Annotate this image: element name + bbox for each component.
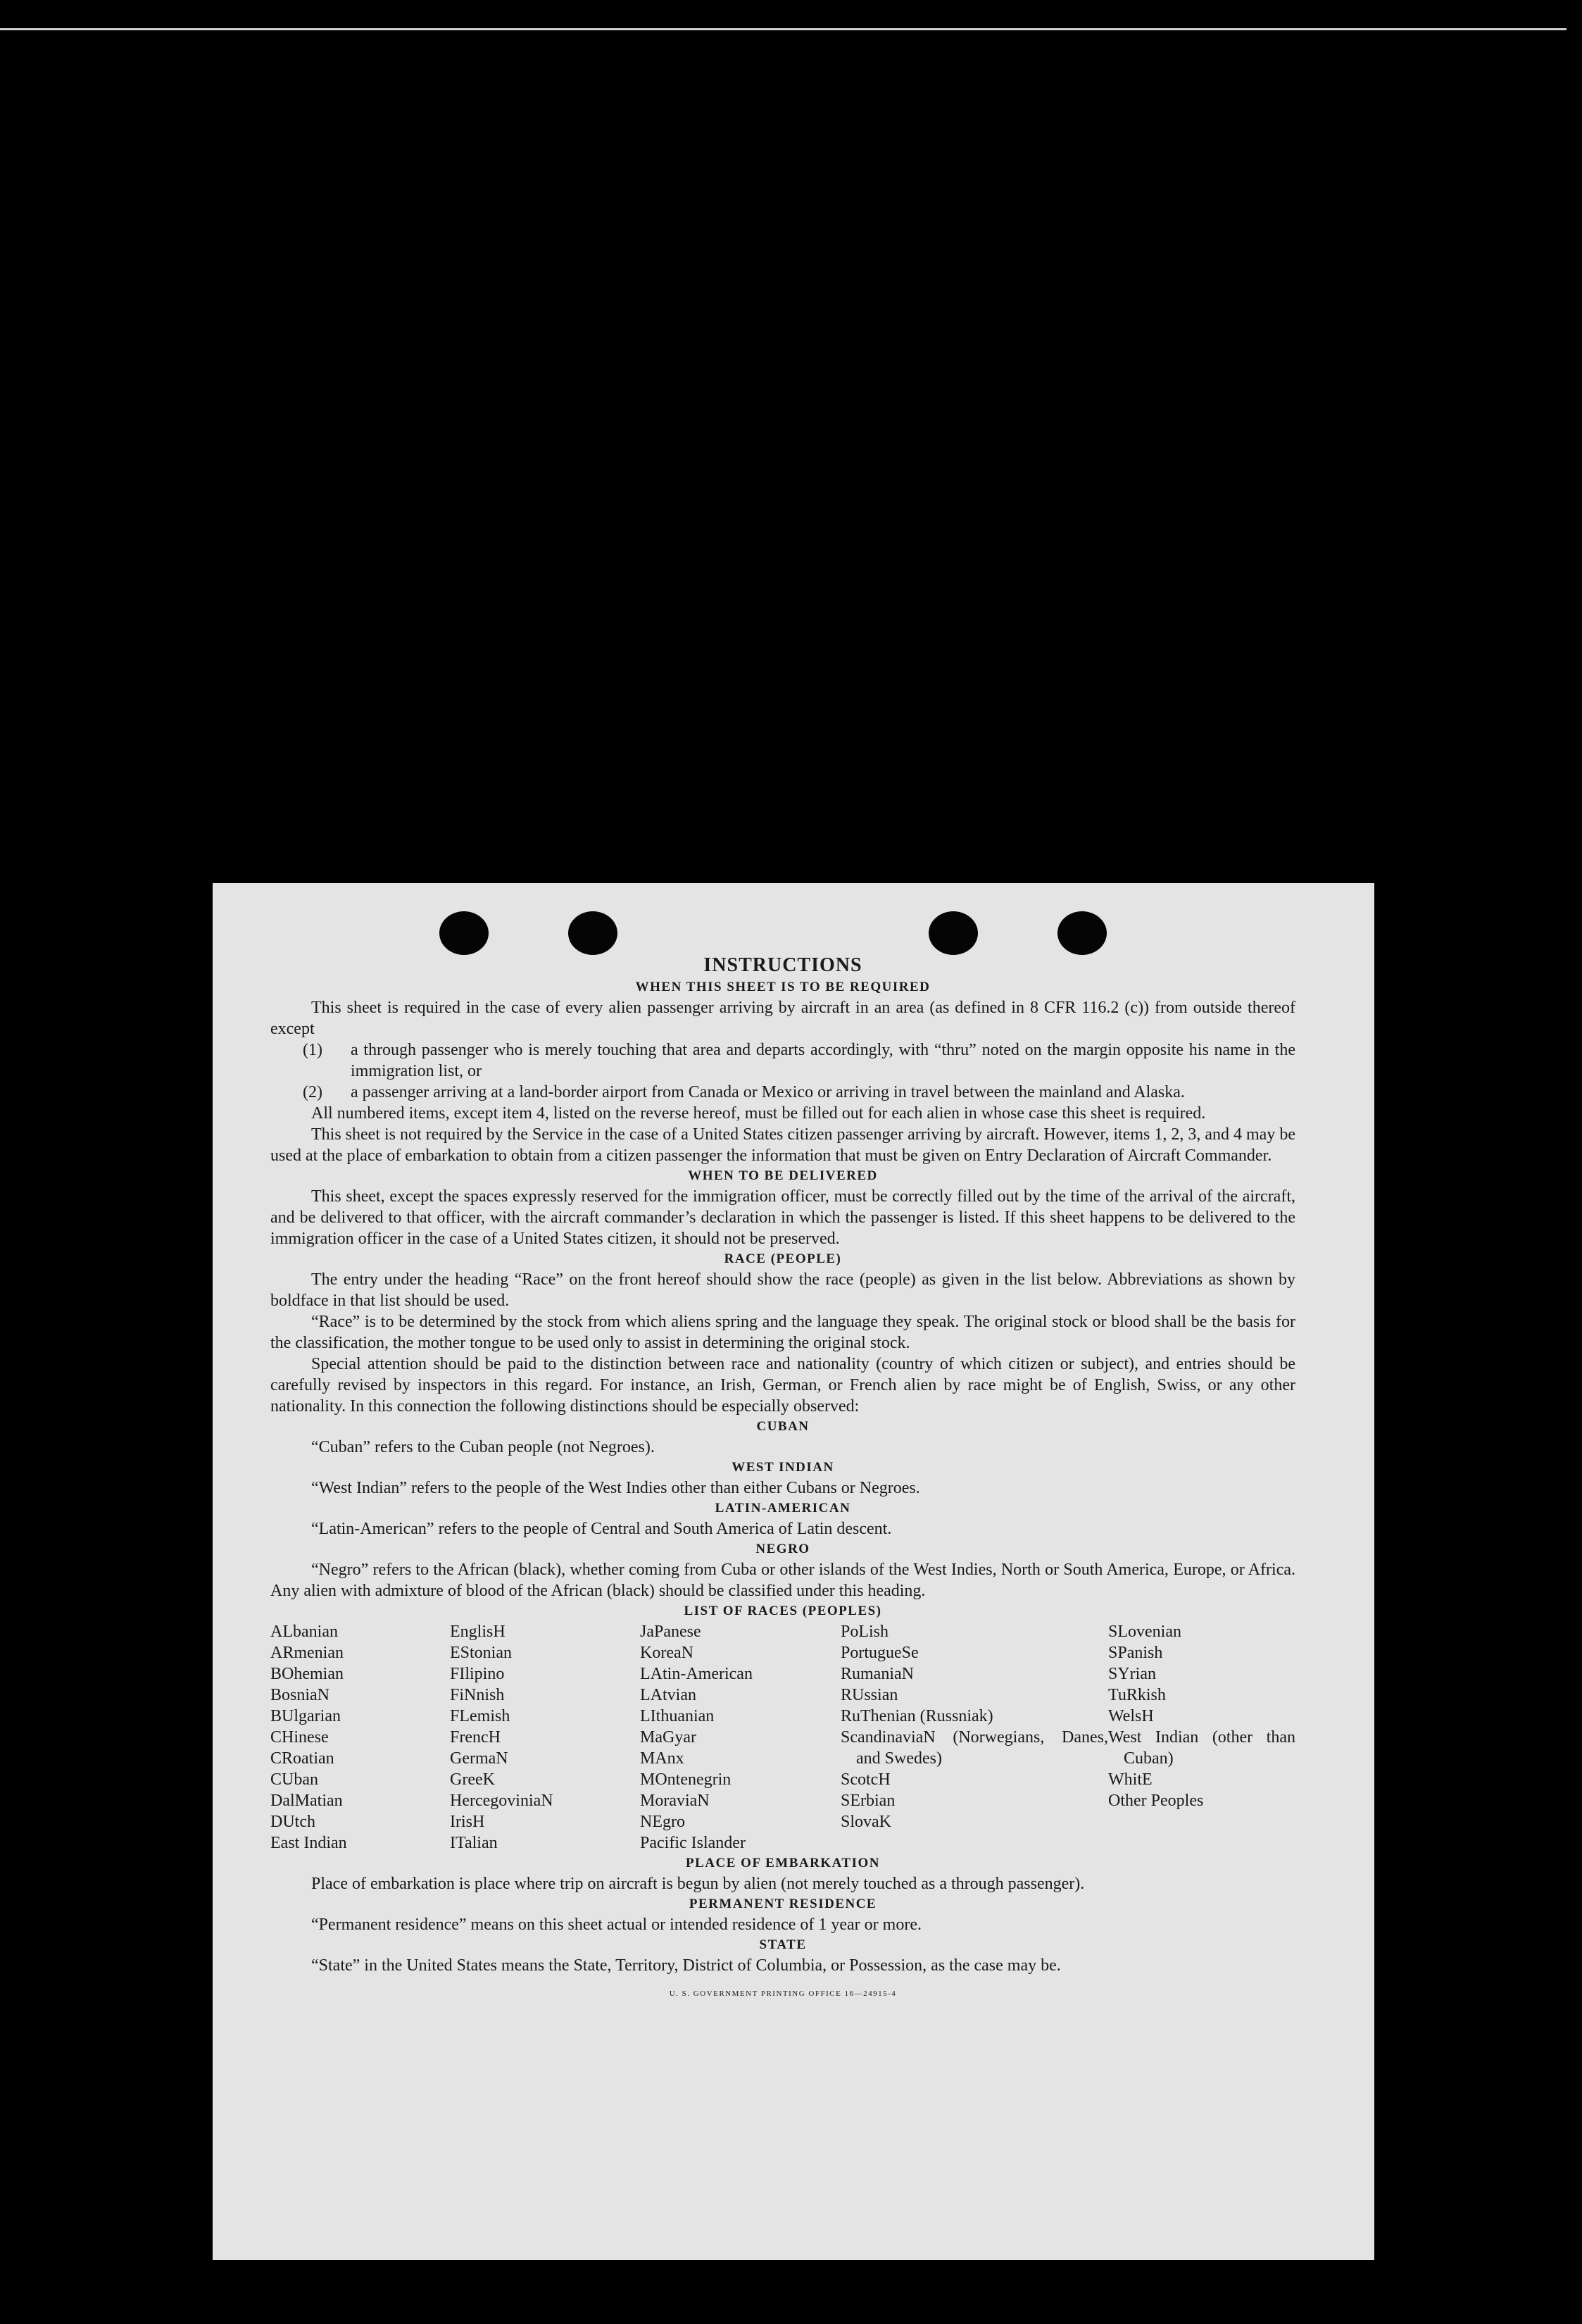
race-entry: West Indian (other than Cuban) [1108, 1728, 1295, 1768]
punch-hole [439, 911, 489, 955]
para-race-3: Special attention should be paid to the distinction between race and nationality (country of which citizen or subject), and entries should be carefully revised by inspectors in this regard. For instance, an Irish, German, or French alien by race might be of English, Swiss, or any other nationality. In this connection the following distinctions should be especially observed: [270, 1355, 1295, 1416]
race-entry: BosniaN [270, 1686, 329, 1704]
races-column [450, 1621, 640, 1854]
exception-2 [270, 1082, 1295, 1103]
race-entry: BOhemian [270, 1665, 344, 1683]
race-entry: SErbian [841, 1792, 896, 1810]
race-entry: SLovenian [1108, 1623, 1181, 1641]
race-entry: CRoatian [270, 1749, 334, 1768]
exception-2-text: a passenger arriving at a land-border airport from Canada or Mexico or arriving in travel between the mainland and Alaska. [351, 1083, 1185, 1101]
punch-hole [568, 911, 617, 955]
race-entry: RumaniaN [841, 1665, 914, 1683]
race-entry: FrencH [450, 1728, 501, 1747]
race-entry: EnglisH [450, 1623, 506, 1641]
punch-hole [929, 911, 978, 955]
para-numbered-items: All numbered items, except item 4, listed on the reverse hereof, must be filled out for each alien in whose case this sheet is required. [311, 1104, 1206, 1123]
heading-when-required: WHEN THIS SHEET IS TO BE REQUIRED [635, 980, 931, 994]
race-entry: ScandinaviaN (Norwegians, Danes, and Swedes) [841, 1728, 1108, 1768]
race-entry: FiNnish [450, 1686, 505, 1704]
race-entry: CHinese [270, 1728, 329, 1747]
race-entry: FIlipino [450, 1665, 505, 1683]
para-citizen: This sheet is not required by the Service in the case of a United States citizen passenger arriving by aircraft. However, items 1, 2, 3, and 4 may be used at the place of embarkation to obtain from a citizen passenger the information that must be given on Entry Declaration of Aircraft Commander. [270, 1125, 1295, 1165]
race-entry: LIthuanian [640, 1707, 715, 1725]
para-when-delivered: This sheet, except the spaces expressly reserved for the immigration officer, must be correctly filled out by the time of the arrival of the aircraft, and be delivered to that officer, with the aircraft commander’s declaration in which the passenger is listed. If this sheet happens to be delivered to the immigration officer in the case of a United States citizen, it should not be preserved. [270, 1187, 1295, 1248]
para-negro: “Negro” refers to the African (black), whether coming from Cuba or other islands of the West Indies, North or South America, Europe, or Africa. Any alien with admixture of blood of the African (black) should be classified under this heading. [270, 1561, 1295, 1600]
race-entry: LAtvian [640, 1686, 696, 1704]
race-entry: WelsH [1108, 1707, 1154, 1725]
heading-cuban: CUBAN [756, 1419, 810, 1434]
race-entry: IrisH [450, 1813, 485, 1831]
race-entry: East Indian [270, 1834, 347, 1852]
race-entry: BUlgarian [270, 1707, 341, 1725]
sheet-content [270, 954, 1295, 2004]
para-state: “State” in the United States means the State, Territory, District of Columbia, or Possession, as the case may be. [311, 1956, 1061, 1975]
race-entry: RUssian [841, 1686, 898, 1704]
para-cuban: “Cuban” refers to the Cuban people (not Negroes). [311, 1438, 655, 1456]
heading-race: RACE (PEOPLE) [724, 1251, 842, 1266]
race-entry: MoraviaN [640, 1792, 710, 1810]
instruction-sheet [213, 883, 1374, 2260]
race-entry: DalMatian [270, 1792, 343, 1810]
race-entry: MOntenegrin [640, 1770, 732, 1789]
exception-1 [270, 1039, 1295, 1082]
race-entry: HercegoviniaN [450, 1792, 553, 1810]
heading-embarkation: PLACE OF EMBARKATION [686, 1856, 880, 1870]
race-entry: ALbanian [270, 1623, 338, 1641]
exception-1-text: a through passenger who is merely touching that area and departs accordingly, with “thru” noted on the margin opposite his name in the immigration list, or [351, 1041, 1295, 1080]
race-entry: TuRkish [1108, 1686, 1166, 1704]
exception-1-number: (1) [303, 1041, 322, 1059]
heading-west-indian: WEST INDIAN [732, 1460, 834, 1475]
race-entry: GermaN [450, 1749, 508, 1768]
race-entry: EStonian [450, 1644, 512, 1662]
race-entry: ARmenian [270, 1644, 344, 1662]
para-embarkation: Place of embarkation is place where trip on aircraft is begun by alien (not merely touched as a through passenger). [311, 1875, 1085, 1893]
para-when-required-intro: This sheet is required in the case of every alien passenger arriving by aircraft in an area (as defined in 8 CFR 116.2 (c)) from outside thereof except [270, 999, 1295, 1038]
race-entry: FLemish [450, 1707, 510, 1725]
para-west-indian: “West Indian” refers to the people of the West Indies other than either Cubans or Negroes. [311, 1479, 920, 1497]
race-entry: NEgro [640, 1813, 685, 1831]
scan-border-line [0, 28, 1567, 30]
race-entry: DUtch [270, 1813, 315, 1831]
race-entry: WhitE [1108, 1770, 1153, 1789]
race-entry: LAtin-American [640, 1665, 753, 1683]
race-entry: PoLish [841, 1623, 889, 1641]
race-entry: SlovaK [841, 1813, 891, 1831]
punch-hole [1057, 911, 1107, 955]
race-entry: KoreaN [640, 1644, 693, 1662]
race-entry: CUban [270, 1770, 318, 1789]
race-entry: MaGyar [640, 1728, 696, 1747]
race-entry: GreeK [450, 1770, 495, 1789]
race-entry: PortugueSe [841, 1644, 919, 1662]
printing-office-footer: U. S. GOVERNMENT PRINTING OFFICE 16—24915-4 [669, 1989, 897, 1998]
races-list [270, 1621, 1295, 1854]
race-entry: JaPanese [640, 1623, 701, 1641]
races-column [640, 1621, 841, 1854]
para-residence: “Permanent residence” means on this sheet actual or intended residence of 1 year or more. [311, 1916, 922, 1934]
race-entry: Other Peoples [1108, 1792, 1204, 1810]
para-race-2: “Race” is to be determined by the stock from which aliens spring and the language they speak. The original stock or blood shall be the basis for the classification, the mother tongue to be used only to assist in determining the original stock. [270, 1313, 1295, 1352]
page-title: INSTRUCTIONS [703, 954, 862, 976]
heading-latin-american: LATIN-AMERICAN [715, 1501, 851, 1516]
heading-list-of-races: LIST OF RACES (PEOPLES) [684, 1604, 882, 1618]
race-entry: SPanish [1108, 1644, 1163, 1662]
race-entry: MAnx [640, 1749, 684, 1768]
race-entry: ScotcH [841, 1770, 891, 1789]
heading-state: STATE [759, 1937, 807, 1952]
races-column [1108, 1621, 1295, 1854]
para-race-1: The entry under the heading “Race” on the front hereof should show the race (people) as given in the list below. Abbreviations as shown by boldface in that list should be used. [270, 1270, 1295, 1310]
race-entry: ITalian [450, 1834, 498, 1852]
para-latin-american: “Latin-American” refers to the people of Central and South America of Latin descent. [311, 1520, 892, 1538]
race-entry: Pacific Islander [640, 1834, 746, 1852]
heading-negro: NEGRO [755, 1542, 810, 1556]
race-entry: SYrian [1108, 1665, 1156, 1683]
races-column [841, 1621, 1108, 1854]
heading-when-delivered: WHEN TO BE DELIVERED [688, 1168, 878, 1183]
race-entry: RuThenian (Russniak) [841, 1707, 993, 1725]
exception-2-number: (2) [303, 1083, 322, 1101]
heading-residence: PERMANENT RESIDENCE [689, 1897, 877, 1911]
races-column [270, 1621, 450, 1854]
